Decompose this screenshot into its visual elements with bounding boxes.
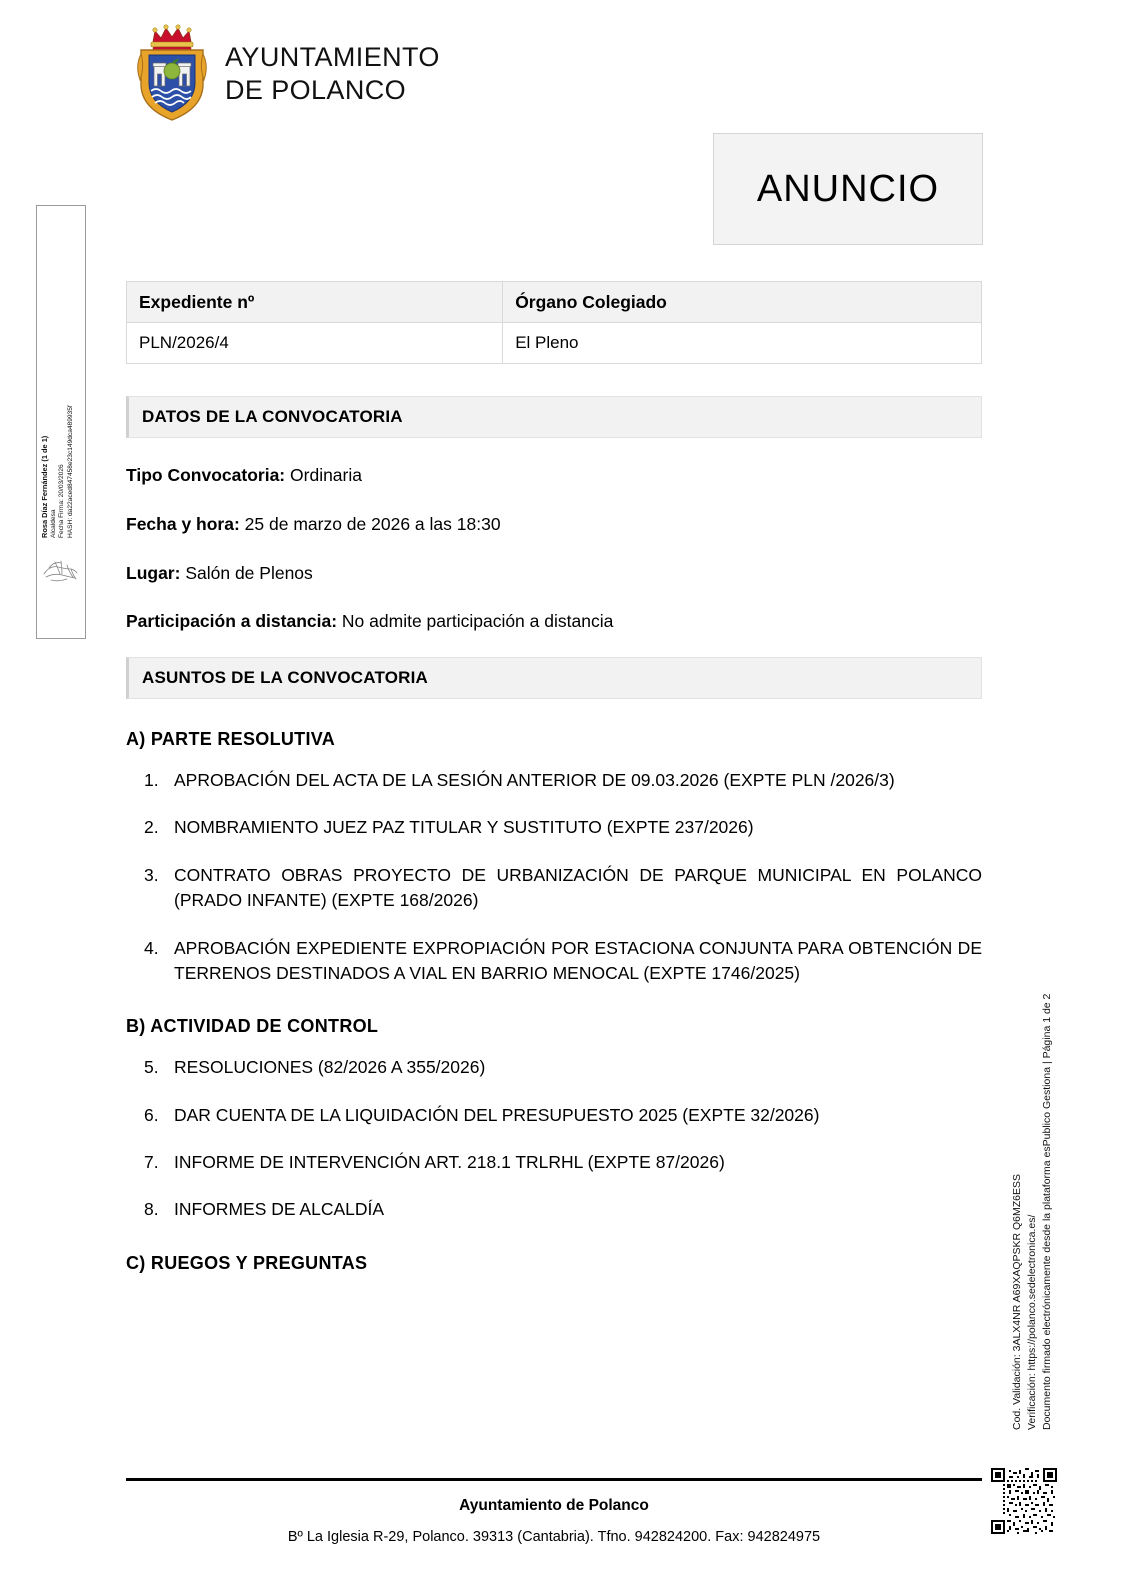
field-lugar [126, 562, 982, 585]
list-item-text: APROBACIÓN EXPEDIENTE EXPROPIACIÓN POR ESTACIONA CONJUNTA PARA OBTENCIÓN DE TERRENOS DESTINADOS A VIAL EN BARRIO MENOCAL (EXPTE 1746/2025) [174, 937, 982, 983]
anuncio-title-box [713, 133, 983, 245]
org-name-line1: AYUNTAMIENTO [225, 42, 440, 73]
footer-title: Ayuntamiento de Polanco [459, 1497, 649, 1514]
signature-stamp-box [36, 205, 86, 639]
field-value-tipo-convocatoria: Ordinaria [290, 465, 362, 485]
qr-code-icon [991, 1468, 1057, 1534]
list-item-number: 6. [144, 1104, 159, 1125]
list-item [126, 1055, 982, 1080]
list-item-number: 3. [144, 864, 159, 885]
list-item-number: 8. [144, 1199, 159, 1220]
field-tipo-convocatoria [126, 464, 982, 487]
section-header-asuntos: ASUNTOS DE LA CONVOCATORIA [126, 657, 982, 699]
list-item-number: 5. [144, 1057, 159, 1078]
field-value-fecha-hora: 25 de marzo de 2026 a las 18:30 [244, 513, 501, 534]
table-cell-organo-value: El Pleno [503, 323, 982, 364]
table-cell-expediente-value: PLN/2026/4 [127, 323, 503, 364]
validation-url-line: Verificación: https://polanco.sedelectronica.es/ [1025, 1214, 1038, 1430]
validation-stamp-rotated [1010, 960, 1062, 1430]
field-label-tipo-convocatoria: Tipo Convocatoria: [126, 465, 286, 485]
list-item-number: 1. [144, 770, 159, 790]
list-item [126, 1197, 982, 1222]
signature-stamp-fecha: Fecha Firma: 20/03/2026 [58, 464, 66, 538]
list-item-text: CONTRATO OBRAS PROYECTO DE URBANIZACIÓN DE PARQUE MUNICIPAL EN POLANCO (PRADO INFANTE) (EXPTE 168/2026) [174, 864, 982, 911]
list-item-text: APROBACIÓN DEL ACTA DE LA SESIÓN ANTERIOR DE 09.03.2026 (EXPTE PLN /2026/3) [174, 770, 895, 790]
list-item [126, 768, 982, 793]
agenda-list-b [126, 1055, 982, 1223]
organization-name [225, 41, 440, 107]
list-item-text: INFORME DE INTERVENCIÓN ART. 218.1 TRLRHL (EXPTE 87/2026) [174, 1152, 725, 1172]
signature-stamp-lines [37, 405, 76, 538]
list-item-number: 7. [144, 1152, 159, 1172]
table-row [127, 323, 982, 364]
list-item-text: DAR CUENTA DE LA LIQUIDACIÓN DEL PRESUPUESTO 2025 (EXPTE 32/2026) [174, 1104, 820, 1125]
handwritten-signature-icon [41, 554, 81, 592]
anuncio-label: ANUNCIO [756, 167, 940, 210]
group-title-c: C) RUEGOS Y PREGUNTAS [126, 1252, 368, 1273]
table-header-expediente: Expediente nº [127, 282, 503, 323]
list-item-number: 4. [144, 937, 159, 958]
field-label-lugar: Lugar: [126, 562, 181, 583]
validation-stamp [1010, 960, 1062, 1430]
list-item [126, 936, 982, 987]
list-item-text: INFORMES DE ALCALDÍA [174, 1199, 385, 1220]
table-header-row [127, 282, 982, 323]
field-value-lugar: Salón de Plenos [185, 562, 313, 583]
footer-address: Bº La Iglesia R-29, Polanco. 39313 (Cantabria). Tfno. 942824200. Fax: 942824975 [287, 1529, 821, 1545]
group-title-a: A) PARTE RESOLUTIVA [126, 729, 336, 749]
table-header-organo: Órgano Colegiado [503, 282, 982, 323]
field-label-participacion-distancia: Participación a distancia: [126, 611, 338, 632]
field-participacion-distancia [126, 610, 982, 633]
validation-platform-line: Documento firmado electrónicamente desde la plataforma esPublico Gestiona | Página 1 de 2 [1040, 993, 1053, 1430]
list-item [126, 1103, 982, 1128]
agenda-list-a [126, 768, 982, 986]
signature-stamp-hash: HASH: da22aced847458e23c149dca489935f [67, 405, 75, 538]
convocatoria-fields [126, 464, 982, 633]
validation-code-line: Cod. Validación: 3ALX4NR A69XAQPSKR Q6MZ6ESS [1011, 1173, 1023, 1430]
document-header [133, 22, 440, 126]
document-body [126, 281, 982, 1292]
list-item [126, 1150, 982, 1175]
list-item-text: RESOLUCIONES (82/2026 A 355/2026) [174, 1057, 486, 1078]
list-item-number: 2. [144, 817, 159, 838]
section-header-datos: DATOS DE LA CONVOCATORIA [126, 396, 982, 438]
signature-stamp-role: Alcaldesa [49, 509, 57, 538]
group-title-b: B) ACTIVIDAD DE CONTROL [126, 1016, 379, 1037]
expediente-table [126, 281, 982, 364]
polanco-coat-of-arms-icon [133, 22, 211, 126]
field-value-participacion-distancia: No admite participación a distancia [341, 611, 614, 632]
list-item-text: NOMBRAMIENTO JUEZ PAZ TITULAR Y SUSTITUTO (EXPTE 237/2026) [174, 817, 754, 838]
validation-stamp-lines [1010, 960, 1055, 1430]
signature-stamp-name: Rosa Díaz Fernández (1 de 1) [40, 435, 49, 538]
document-footer [126, 1478, 982, 1545]
footer-divider [126, 1478, 982, 1481]
org-name-line2: DE POLANCO [225, 75, 407, 105]
field-fecha-hora [126, 513, 982, 536]
list-item [126, 815, 982, 840]
list-item [126, 863, 982, 914]
field-label-fecha-hora: Fecha y hora: [126, 513, 240, 534]
